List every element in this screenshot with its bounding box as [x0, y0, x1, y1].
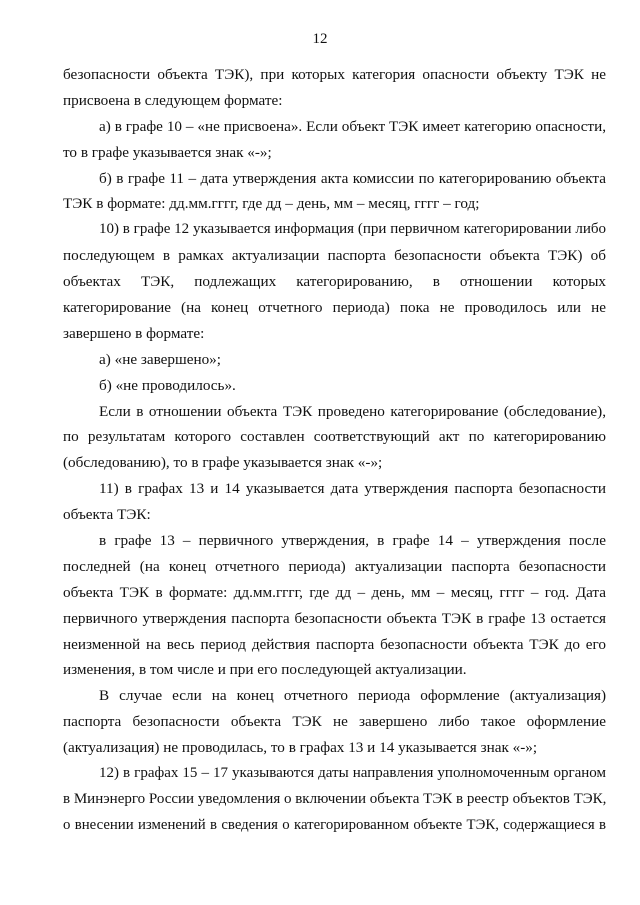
text-line: объекта ТЭК в формате: дд.мм.гггг, где дд – день, мм – месяц, гггг – год. Дата	[63, 583, 606, 601]
paragraph-2	[63, 114, 606, 166]
text-line: в графе 13 – первичного утверждения, в графе 14 – утверждения после	[99, 532, 606, 550]
text-line: завершено в формате:	[63, 324, 205, 342]
text-line: последующем в рамках актуализации паспорта безопасности объекта ТЭК) об	[63, 247, 606, 265]
text-line: последней (на конец отчетного периода) актуализации паспорта безопасности	[63, 557, 606, 575]
text-line: безопасности объекта ТЭК), при которых категория опасности объекту ТЭК не	[63, 66, 606, 83]
document-body	[63, 62, 606, 839]
paragraph-3	[63, 166, 606, 218]
text-line: объектах ТЭК, подлежащих категорированию, в отношении которых	[63, 273, 606, 291]
paragraph-7	[63, 399, 606, 477]
paragraph-9	[63, 528, 606, 683]
text-line: 10) в графе 12 указывается информация (при первичном категорировании либо	[99, 221, 606, 238]
paragraph-4	[63, 217, 606, 346]
text-line: Если в отношении объекта ТЭК проведено категорирование (обследование),	[99, 402, 606, 420]
text-line: (актуализация) не проводилась, то в графах 13 и 14 указывается знак «-»;	[63, 739, 538, 757]
text-line: о внесении изменений в сведения о категорированном объекте ТЭК, содержащиеся в	[63, 816, 606, 833]
text-line: а) в графе 10 – «не присвоена». Если объект ТЭК имеет категорию опасности,	[99, 117, 606, 135]
text-line: объекта ТЭК:	[63, 506, 151, 524]
text-line: б) в графе 11 – дата утверждения акта комиссии по категорированию объекта	[99, 169, 606, 187]
paragraph-5	[63, 347, 606, 373]
paragraph-6	[63, 373, 606, 399]
paragraph-1	[63, 62, 606, 114]
text-line: по результатам которого составлен соответствующий акт по категорированию	[63, 428, 606, 446]
text-line: первичного утверждения паспорта безопасности объекта ТЭК в графе 13 остается	[63, 609, 606, 627]
text-line: 11) в графах 13 и 14 указывается дата утверждения паспорта безопасности	[99, 480, 606, 498]
text-line: (обследованию), то в графе указывается знак «-»;	[63, 454, 383, 472]
text-line: неизменной на весь период действия паспорта безопасности объекта ТЭК до его	[63, 635, 606, 653]
text-line: изменения, в том числе и при его последующей актуализации.	[63, 661, 467, 679]
text-line: в Минэнерго России уведомления о включении объекта ТЭК в реестр объектов ТЭК,	[63, 790, 607, 807]
page-number: 12	[312, 31, 328, 47]
text-line: В случае если на конец отчетного периода оформление (актуализация)	[99, 687, 606, 705]
paragraph-8	[63, 476, 606, 528]
text-line: категорирование (на конец отчетного периода) пока не проводилось или не	[63, 299, 606, 317]
text-line: паспорта безопасности объекта ТЭК не завершено либо такое оформление	[63, 713, 606, 731]
paragraph-10	[63, 683, 606, 761]
paragraph-11	[63, 761, 606, 839]
text-line: б) «не проводилось».	[99, 376, 236, 394]
text-line: ТЭК в формате: дд.мм.гггг, где дд – день, мм – месяц, гггг – год;	[63, 195, 480, 213]
text-line: присвоена в следующем формате:	[63, 91, 283, 109]
text-line: 12) в графах 15 – 17 указываются даты направления уполномоченным органом	[99, 765, 606, 782]
text-line: то в графе указывается знак «-»;	[63, 143, 272, 161]
text-line: а) «не завершено»;	[99, 350, 221, 368]
